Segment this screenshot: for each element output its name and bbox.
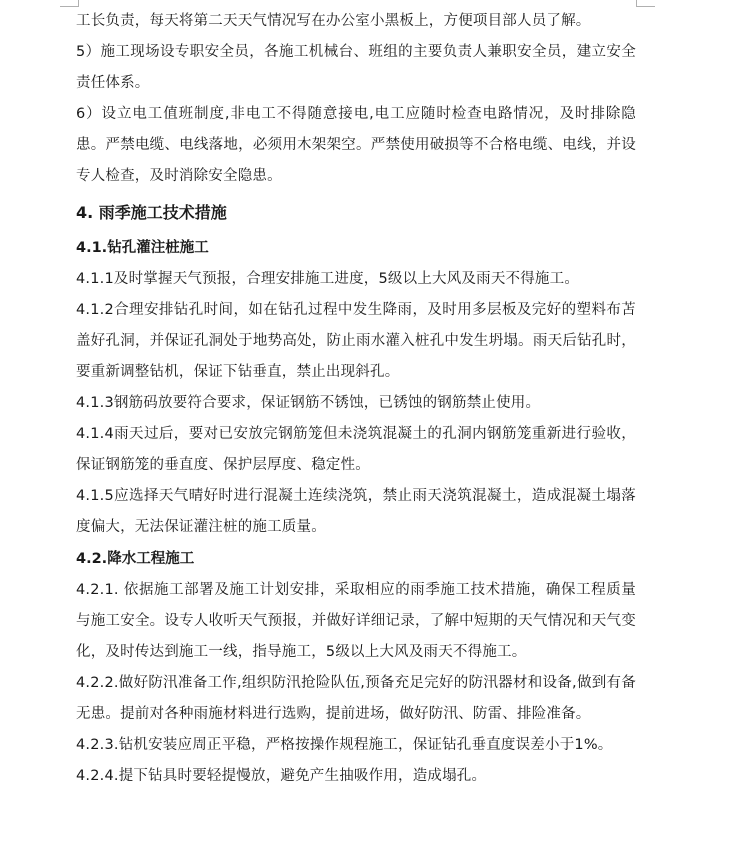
paragraph: 4.2.2.做好防汛准备工作,组织防汛抢险队伍,预备充足完好的防汛器材和设备,做到有备无患。提前对各种雨施材料进行选购，提前进场，做好防汛、防雷、排险准备。	[76, 675, 636, 722]
paragraph: 4.1.5应选择天气晴好时进行混凝土连续浇筑，禁止雨天浇筑混凝土，造成混凝土塌落度偏大，无法保证灌注桩的施工质量。	[76, 488, 636, 535]
paragraph: 4.2.1. 依据施工部署及施工计划安排，采取相应的雨季施工技术措施，确保工程质量与施工安全。设专人收听天气预报，并做好详细记录，了解中短期的天气情况和天气变化，及时传达到施工一线，指导施工，5级以上大风及雨天不得施工。	[76, 582, 636, 660]
subsection-heading: 4.1.钻孔灌注桩施工	[76, 240, 209, 256]
section-heading: 4. 雨季施工技术措施	[76, 203, 227, 222]
paragraph: 6）设立电工值班制度,非电工不得随意接电,电工应随时检查电路情况，及时排除隐患。严禁电缆、电线落地，必须用木架架空。严禁使用破损等不合格电缆、电线，并设专人检查，及时消除安全隐患。	[76, 106, 636, 184]
paragraph: 4.2.4.提下钻具时要轻提慢放，避免产生抽吸作用，造成塌孔。	[76, 768, 487, 784]
paragraph: 5）施工现场设专职安全员，各施工机械台、班组的主要负责人兼职安全员，建立安全责任体系。	[76, 44, 636, 91]
paragraph: 4.1.4雨天过后，要对已安放完钢筋笼但未浇筑混凝土的孔洞内钢筋笼重新进行验收，保证钢筋笼的垂直度、保护层厚度、稳定性。	[76, 426, 636, 473]
paragraph: 4.1.1及时掌握天气预报，合理安排施工进度，5级以上大风及雨天不得施工。	[76, 271, 580, 287]
paragraph: 工长负责，每天将第二天天气情况写在办公室小黑板上，方便项目部人员了解。	[76, 13, 591, 29]
subsection-heading: 4.2.降水工程施工	[76, 551, 195, 567]
paragraph: 4.1.2合理安排钻孔时间，如在钻孔过程中发生降雨，及时用多层板及完好的塑料布苫盖好孔洞，并保证孔洞处于地势高处，防止雨水灌入桩孔中发生坍塌。雨天后钻孔时，要重新调整钻机，保证下钻垂直，禁止出现斜孔。	[76, 302, 636, 380]
page-corner-mark-right	[636, 0, 655, 7]
document-body	[76, 6, 636, 792]
paragraph: 4.2.3.钻机安装应周正平稳，严格按操作规程施工，保证钻孔垂直度误差小于1%。	[76, 737, 613, 753]
paragraph: 4.1.3钢筋码放要符合要求，保证钢筋不锈蚀，已锈蚀的钢筋禁止使用。	[76, 395, 541, 411]
